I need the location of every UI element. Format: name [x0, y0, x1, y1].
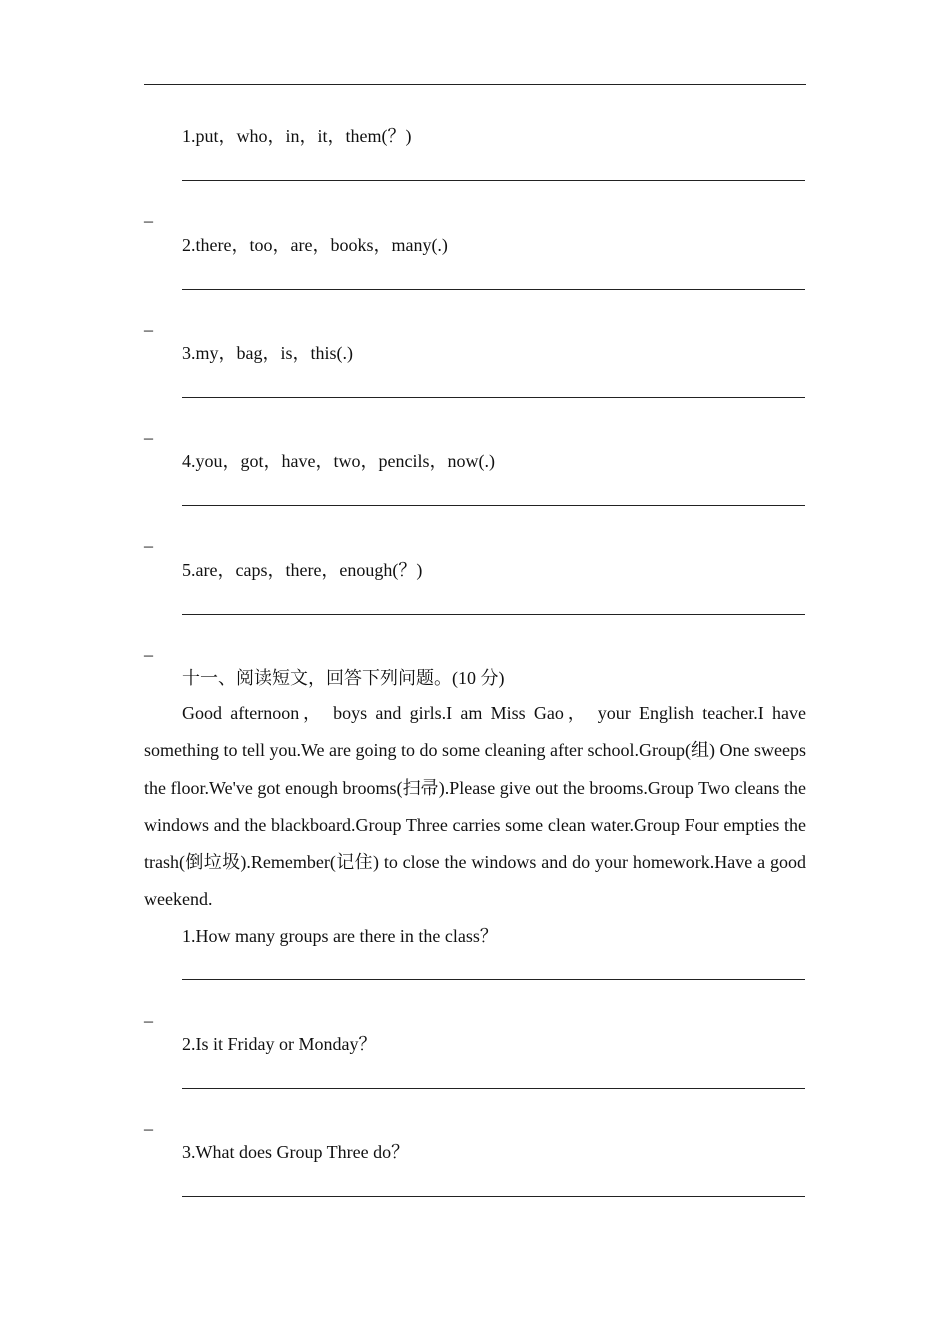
top-answer-line: [144, 84, 806, 85]
reorder-question-1: 1.put，who，in，it，them(？): [182, 126, 412, 146]
reading-passage: [144, 695, 806, 919]
answer-line-5: [182, 614, 805, 615]
answer-line-6: [182, 979, 805, 980]
answer-line-3: [182, 397, 805, 398]
answer-line-4: [182, 505, 805, 506]
reorder-question-3: 3.my，bag，is，this(.): [182, 343, 353, 363]
reorder-question-5: 5.are，caps，there，enough(？): [182, 560, 423, 580]
section-heading: 十一、阅读短文，回答下列问题。(10 分): [182, 668, 505, 688]
answer-line-tail: _: [144, 1004, 153, 1024]
answer-line-tail: _: [144, 529, 153, 549]
answer-line-tail: _: [144, 204, 153, 224]
answer-line-tail: _: [144, 1112, 153, 1132]
passage-text: Good afternoon， boys and girls.I am Miss Gao， your English teacher.I have something to tell you.We are going to do some cleaning after school.Group(组) One sweeps the floor.We've got enough brooms(扫帚).Please give out the brooms.Group Two cleans the windows and the blackboard.Group Three carries some clean water.Group Four empties the trash(倒垃圾).Remember(记住) to close the windows and do your homework.Have a good weekend.: [144, 703, 806, 910]
answer-line-1: [182, 180, 805, 181]
answer-line-tail: _: [144, 313, 153, 333]
reorder-question-4: 4.you，got，have，two，pencils，now(.): [182, 451, 495, 471]
answer-line-8: [182, 1196, 805, 1197]
reading-question-3: 3.What does Group Three do？: [182, 1142, 410, 1162]
reading-question-1: 1.How many groups are there in the class？: [182, 926, 498, 946]
answer-line-2: [182, 289, 805, 290]
reading-question-2: 2.Is it Friday or Monday？: [182, 1034, 377, 1054]
answer-line-7: [182, 1088, 805, 1089]
reorder-question-2: 2.there，too，are，books，many(.): [182, 235, 448, 255]
answer-line-tail: _: [144, 421, 153, 441]
answer-line-tail: _: [144, 638, 153, 658]
